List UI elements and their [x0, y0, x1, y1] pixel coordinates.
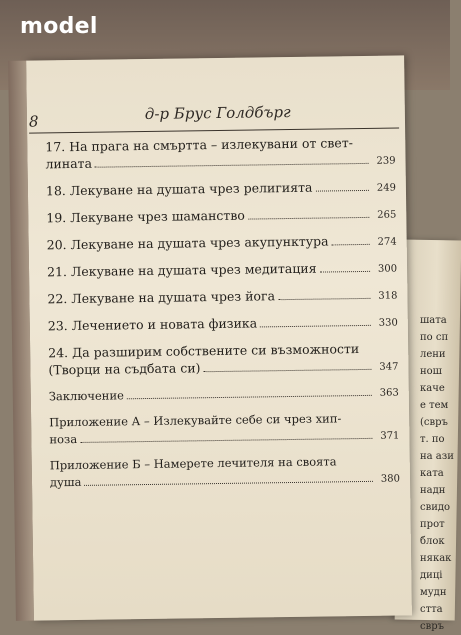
toc-entry — [49, 409, 399, 449]
toc-entry-text: ноза — [49, 431, 78, 447]
right-page-fragment: свидо — [420, 502, 451, 513]
toc-entry-text: лината — [45, 155, 93, 172]
toc-page-number: 239 — [376, 155, 396, 167]
right-page-fragment: блок — [420, 536, 445, 547]
toc-entry-text: 21. Лекуване на душата чрез медитация — [46, 260, 317, 280]
leader-dots — [332, 244, 370, 246]
leader-dots — [315, 190, 368, 192]
toc-entry-text: Приложение Б – Намерете лечителя на своята — [49, 454, 337, 473]
right-page-fragment: ката — [420, 468, 444, 479]
right-page-fragment: нош — [420, 366, 442, 377]
right-page-fragment: по сп — [420, 332, 449, 343]
toc-entry-text: 18. Лекуване на душата чрез религията — [45, 179, 313, 199]
leader-dots — [260, 325, 371, 328]
right-page-fragment: на ази — [420, 451, 454, 462]
toc-entry — [47, 259, 397, 283]
toc-entry — [48, 340, 398, 381]
toc-entry-text: 20. Лекуване на душата чрез акупунктура — [46, 233, 329, 253]
right-page-fragment: мудн — [420, 587, 447, 598]
toc-entry — [46, 205, 396, 229]
right-page-fragment: е тем — [420, 400, 449, 411]
right-page-fragment: лени — [420, 349, 446, 360]
toc-entry-text: Заключение — [48, 388, 124, 404]
toc-entry-text: 23. Лечението и новата физика — [47, 315, 258, 334]
toc-page-number: 249 — [376, 182, 396, 194]
right-page-fragment: диці — [420, 570, 443, 581]
toc-page-number: 380 — [380, 473, 401, 485]
leader-dots — [95, 163, 369, 168]
toc-page-number: 371 — [380, 430, 400, 442]
right-page-fragment: каче — [420, 383, 445, 394]
toc-entry-text: 17. На прага на смъртта – излекувани от свет- — [45, 135, 354, 155]
right-page-fragment: стта — [420, 604, 443, 615]
toc-entry — [47, 232, 397, 256]
table-of-contents — [45, 134, 400, 501]
toc-entry — [49, 383, 399, 406]
book-page — [26, 55, 412, 620]
toc-entry — [48, 313, 398, 337]
toc-entry-text: 24. Да разширим собствените си възможности — [48, 341, 360, 361]
watermark-logo: model — [20, 14, 98, 39]
right-page-fragment: прот — [420, 519, 445, 530]
toc-page-number: 347 — [379, 361, 399, 373]
toc-entry-text: душа — [49, 474, 82, 490]
toc-entry — [50, 452, 400, 492]
right-page-fragment: надн — [420, 485, 446, 496]
leader-dots — [278, 298, 370, 300]
running-title: д-р Брус Голдбърг — [144, 102, 291, 124]
leader-dots — [84, 481, 373, 486]
toc-entry — [45, 134, 395, 175]
right-page-fragment: някак — [420, 553, 452, 564]
toc-entry-text: 19. Лекуване чрез шаманство — [46, 207, 245, 226]
toc-entry — [46, 178, 396, 202]
right-page-fragment: (свръ — [420, 417, 448, 428]
right-page-fragment: т. по — [420, 434, 445, 445]
page-number: 8 — [28, 112, 39, 131]
right-page-fragment: свръ — [420, 621, 444, 632]
toc-entry-text: (Творци на съдбата си) — [48, 360, 201, 378]
toc-page-number: 265 — [377, 209, 397, 221]
leader-dots — [248, 217, 369, 220]
leader-dots — [204, 369, 372, 372]
leader-dots — [127, 395, 372, 399]
header-rule — [29, 127, 399, 133]
right-page-text — [420, 312, 460, 635]
toc-entry-text: 22. Лекуване на душата чрез йога — [47, 288, 276, 307]
leader-dots — [80, 438, 372, 443]
toc-page-number: 363 — [379, 387, 399, 399]
toc-entry — [47, 286, 397, 310]
toc-page-number: 274 — [377, 236, 397, 248]
leader-dots — [320, 271, 371, 273]
toc-entry-text: Приложение А – Излекувайте себе си чрез хип- — [49, 411, 342, 430]
right-page-fragment: шата — [420, 315, 447, 326]
toc-page-number: 330 — [378, 317, 398, 329]
toc-page-number: 318 — [378, 290, 398, 302]
toc-page-number: 300 — [377, 263, 398, 275]
